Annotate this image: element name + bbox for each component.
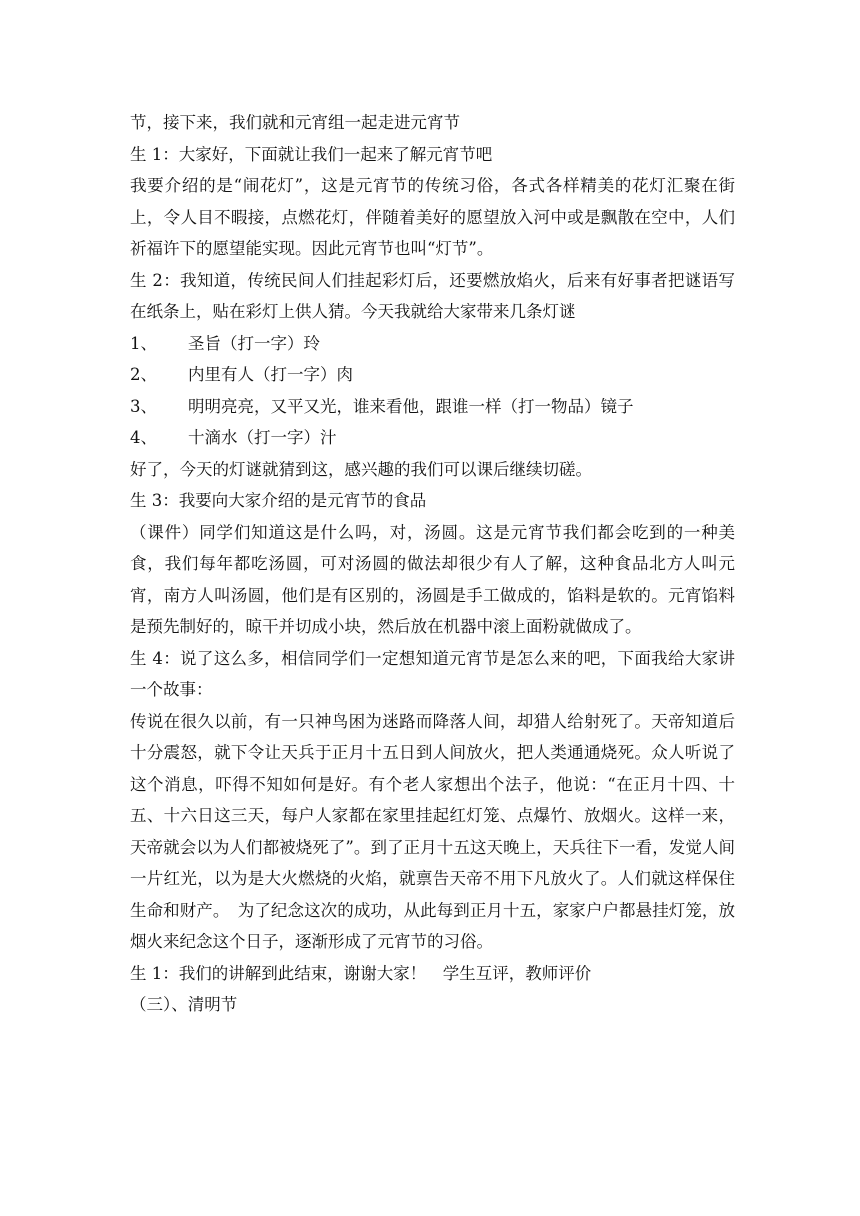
riddle-number: 2、 — [130, 365, 157, 384]
paragraph: 好了，今天的灯谜就猜到这，感兴趣的我们可以课后继续切磋。 — [130, 459, 592, 479]
riddle-number: 3、 — [130, 396, 157, 416]
section-heading: （三）、清明节 — [130, 995, 238, 1014]
riddle-text: 内里有人（打一字）肉 — [188, 365, 353, 384]
paragraph: 生 1：我们的讲解到此结束，谢谢大家！ 学生互评，教师评价 — [130, 963, 592, 983]
riddle-item — [130, 359, 735, 391]
riddle-number: 1、 — [130, 333, 157, 353]
paragraph: 生 1：大家好，下面就让我们一起来了解元宵节吧 — [130, 144, 493, 164]
paragraph: 传说在很久以前，有一只神鸟困为迷路而降落人间，却猎人给射死了。天帝知道后十分震怒，就下令让天兵于正月十五日到人间放火，把人类通通烧死。众人听说了这个消息，吓得不知如何是好。有个老人家想出个法子，他说：“在正月十四、十五、十六日这三天，每户人家都在家里挂起红灯笼、点爆竹、放烟火。这样一来，天帝就会以为人们都被烧死了”。到了正月十五这天晚上，天兵往下一看，发觉人间一片红光，以为是大火燃烧的火焰，就禀告天帝不用下凡放火了。人们就这样保住生命和财产。 为了纪念这次的成功，从此每到正月十五，家家户户都悬挂灯笼，放烟火来纪念这个日子，逐渐形成了元宵节的习俗。 — [130, 711, 735, 951]
paragraph: 生 2：我知道，传统民间人们挂起彩灯后，还要燃放焰火，后来有好事者把谜语写在纸条上，贴在彩灯上供人猜。今天我就给大家带来几条灯谜 — [130, 270, 735, 321]
riddle-text: 十滴水（打一字）汁 — [188, 428, 337, 447]
paragraph: （课件）同学们知道这是什么吗，对，汤圆。这是元宵节我们都会吃到的一种美食，我们每年都吃汤圆，可对汤圆的做法却很少有人了解，这种食品北方人叫元宵，南方人叫汤圆，他们是有区别的，汤圆是手工做成的，馅料是软的。元宵馅料是预先制好的，晾干并切成小块，然后放在机器中滚上面粉就做成了。 — [130, 522, 735, 636]
riddle-item — [130, 422, 735, 454]
paragraph: 生 3：我要向大家介绍的是元宵节的食品 — [130, 491, 427, 510]
paragraph: 节，接下来，我们就和元宵组一起走进元宵节 — [130, 113, 460, 132]
document-body — [130, 107, 735, 1021]
riddle-text: 圣旨（打一字）玲 — [188, 333, 320, 353]
riddle-item — [130, 391, 735, 423]
riddle-item — [130, 328, 735, 360]
riddle-text: 明明亮亮，又平又光，谁来看他，跟谁一样（打一物品）镜子 — [188, 396, 634, 416]
paragraph: 我要介绍的是“闹花灯”，这是元宵节的传统习俗，各式各样精美的花灯汇聚在街上，令人目不暇接，点燃花灯，伴随着美好的愿望放入河中或是飘散在空中，人们祈福许下的愿望能实现。因此元宵节也叫“灯节”。 — [130, 176, 735, 258]
paragraph: 生 4：说了这么多，相信同学们一定想知道元宵节是怎么来的吧，下面我给大家讲一个故事： — [130, 648, 735, 699]
riddle-number: 4、 — [130, 428, 157, 447]
